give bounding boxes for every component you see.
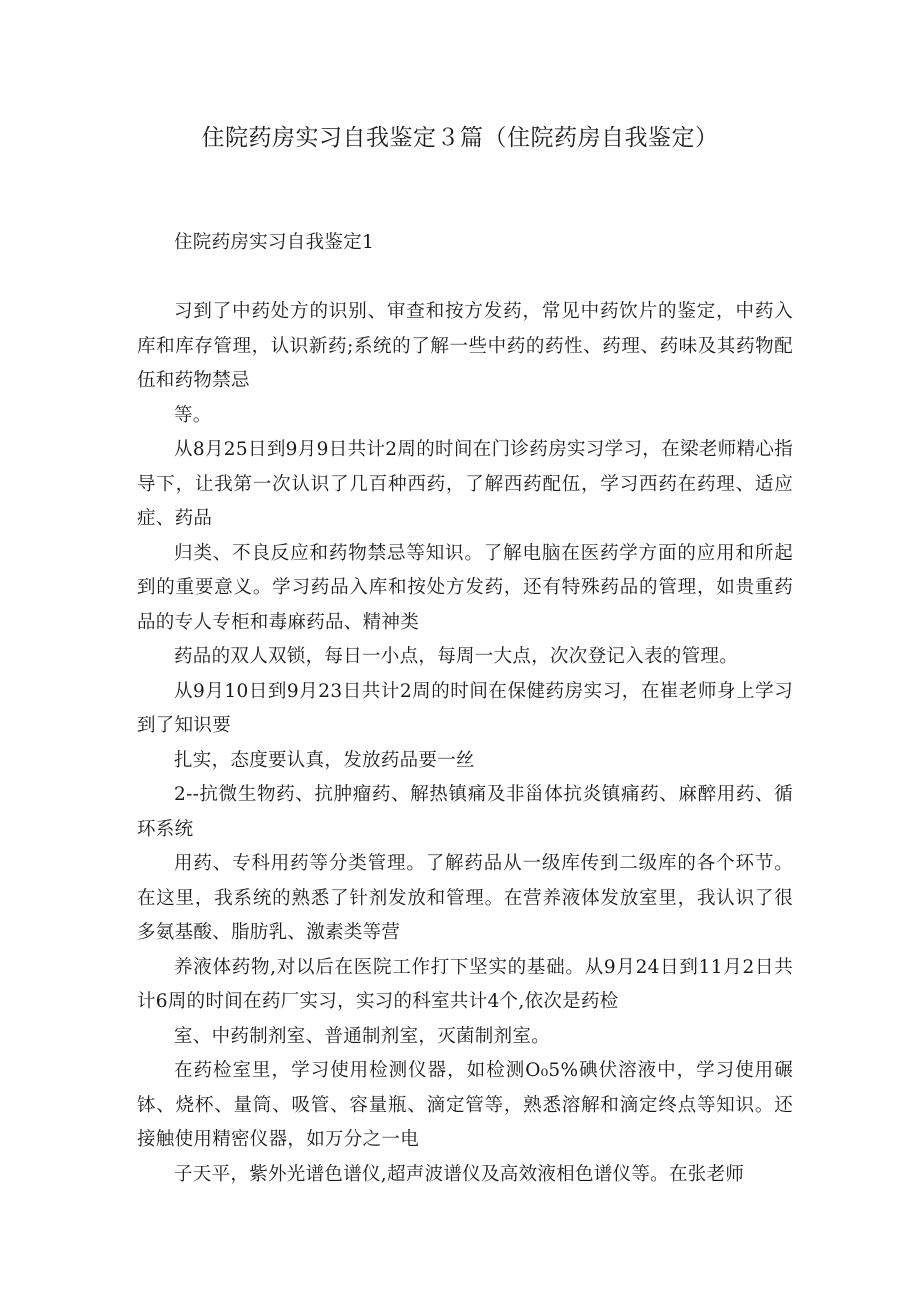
paragraph: 从9月10日到9月23日共计2周的时间在保健药房实习，在崔老师身上学习到了知识要: [137, 680, 793, 736]
document-body: [137, 226, 793, 1192]
paragraph: 在药检室里，学习使用检测仪器，如检测O₀5%碘伏溶液中，学习使用碾钵、烧杯、量筒、吸管、容量瓶、滴定管等，熟悉溶解和滴定终点等知识。还接触使用精密仪器，如万分之一电: [137, 1060, 793, 1150]
paragraph: 2--抗微生物药、抗肿瘤药、解热镇痛及非甾体抗炎镇痛药、麻醉用药、循环系统: [137, 784, 793, 840]
paragraph: 用药、专科用药等分类管理。了解药品从一级库传到二级库的各个环节。在这里，我系统的熟悉了针剂发放和管理。在营养液体发放室里，我认识了很多氨基酸、脂肪乳、激素类等营: [137, 853, 793, 943]
paragraph: 扎实，态度要认真，发放药品要一丝: [174, 749, 475, 771]
paragraph: 从8月25日到9月9日共计2周的时间在门诊药房实习学习，在梁老师精心指导下，让我第一次认识了几百种西药，了解西药配伍，学习西药在药理、适应症、药品: [137, 439, 793, 529]
section-heading: 住院药房实习自我鉴定1: [174, 232, 375, 253]
paragraph: 等。: [174, 404, 212, 426]
paragraph: 子天平，紫外光谱色谱仪,超声波谱仪及高效液相色谱仪等。在张老师: [174, 1163, 745, 1185]
paragraph: 习到了中药处方的识别、审查和按方发药，常见中药饮片的鉴定，中药入库和库存管理，认识新药;系统的了解一些中药的药性、药理、药味及其药物配伍和药物禁忌: [137, 301, 793, 391]
paragraph: 养液体药物,对以后在医院工作打下坚实的基础。从9月24日到11月2日共计6周的时间在药厂实习，实习的科室共计4个,依次是药检: [137, 956, 793, 1012]
paragraph: 室、中药制剂室、普通制剂室，灭菌制剂室。: [174, 1025, 551, 1047]
document-title: 住院药房实习自我鉴定３篇（住院药房自我鉴定）: [201, 125, 719, 151]
paragraph: 归类、不良反应和药物禁忌等知识。了解电脑在医药学方面的应用和所起到的重要意义。学习药品入库和按处方发药，还有特殊药品的管理，如贵重药品的专人专柜和毒麻药品、精神类: [137, 542, 793, 633]
paragraph: 药品的双人双锁，每日一小点，每周一大点，次次登记入表的管理。: [174, 646, 739, 667]
